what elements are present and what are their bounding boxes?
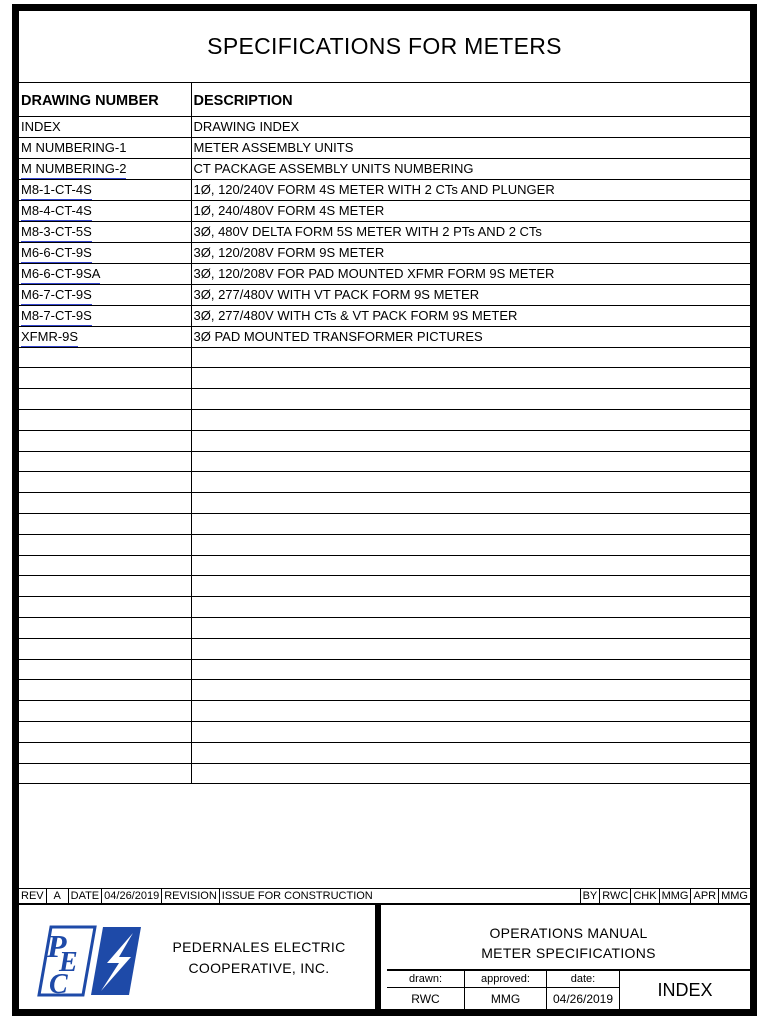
manual-line-2: METER SPECIFICATIONS [481, 945, 656, 961]
empty-cell [19, 617, 191, 638]
drawing-number-cell [19, 242, 191, 263]
apr-value: MMG [718, 889, 750, 903]
header-description: DESCRIPTION [191, 83, 750, 117]
company-line-2: COOPERATIVE, INC. [188, 960, 330, 976]
manual-title [387, 905, 750, 971]
empty-cell [191, 513, 750, 534]
empty-cell [19, 389, 191, 410]
empty-table-row [19, 576, 750, 597]
empty-table-row [19, 472, 750, 493]
empty-cell [191, 659, 750, 680]
empty-table-row [19, 617, 750, 638]
empty-cell [191, 347, 750, 368]
empty-cell [191, 389, 750, 410]
description-cell: 3Ø, 277/480V WITH CTs & VT PACK FORM 9S METER [191, 305, 750, 326]
drawing-number-cell [19, 221, 191, 242]
date-value-tb: 04/26/2019 [552, 992, 614, 1006]
table-row [19, 179, 750, 200]
manual-line-1: OPERATIONS MANUAL [489, 925, 648, 941]
empty-table-row [19, 763, 750, 784]
svg-text:E: E [59, 947, 78, 978]
company-block [19, 905, 381, 1009]
header-drawing-number: DRAWING NUMBER [19, 83, 191, 117]
table-row [19, 284, 750, 305]
empty-cell [191, 555, 750, 576]
table-row [19, 326, 750, 347]
empty-table-row [19, 680, 750, 701]
empty-cell [191, 493, 750, 514]
empty-cell [191, 617, 750, 638]
drawing-number-cell [19, 305, 191, 326]
empty-table-row [19, 451, 750, 472]
table-header-row [19, 83, 750, 117]
chk-value: MMG [659, 889, 691, 903]
title-block [19, 905, 750, 1009]
empty-table-row [19, 742, 750, 763]
empty-cell [191, 451, 750, 472]
drawing-number-link[interactable]: M8-7-CT-9S [21, 307, 92, 326]
description-cell: CT PACKAGE ASSEMBLY UNITS NUMBERING [191, 158, 750, 179]
empty-table-row [19, 555, 750, 576]
empty-cell [19, 430, 191, 451]
drawing-number: INDEX [21, 119, 61, 135]
drawing-number-link[interactable]: M6-7-CT-9S [21, 286, 92, 305]
empty-cell [19, 534, 191, 555]
pec-logo-icon [37, 921, 145, 1001]
date-label-tb: date: [547, 971, 619, 988]
empty-table-row [19, 409, 750, 430]
revision-label: REVISION [162, 889, 220, 903]
empty-cell [191, 430, 750, 451]
empty-table-row [19, 389, 750, 410]
empty-cell [191, 638, 750, 659]
date-label: DATE [69, 889, 103, 903]
description-cell: DRAWING INDEX [191, 117, 750, 138]
empty-table-row [19, 513, 750, 534]
svg-text:P: P [47, 928, 67, 964]
apr-label: APR [690, 889, 718, 903]
drawing-number: M NUMBERING-1 [21, 140, 127, 156]
drawing-number-link[interactable]: M8-1-CT-4S [21, 181, 92, 200]
empty-cell [19, 472, 191, 493]
description-cell: 3Ø, 120/208V FORM 9S METER [191, 242, 750, 263]
description-cell: 3Ø, 277/480V WITH VT PACK FORM 9S METER [191, 284, 750, 305]
empty-cell [19, 638, 191, 659]
chk-label: CHK [630, 889, 658, 903]
drawing-number-cell [19, 158, 191, 179]
empty-cell [19, 597, 191, 618]
empty-cell [19, 659, 191, 680]
drawing-number-cell [19, 179, 191, 200]
drawing-number-cell [19, 117, 191, 138]
by-value: RWC [599, 889, 630, 903]
empty-cell [19, 763, 191, 784]
empty-table-row [19, 597, 750, 618]
empty-table-row [19, 368, 750, 389]
drawing-number-link[interactable]: M8-4-CT-4S [21, 202, 92, 221]
drawing-number-link[interactable]: M8-3-CT-5S [21, 223, 92, 242]
table-row [19, 221, 750, 242]
rev-value: A [47, 889, 69, 903]
drawing-number-link[interactable]: M NUMBERING-2 [21, 160, 126, 179]
table-row [19, 263, 750, 284]
description-cell: 3Ø, 480V DELTA FORM 5S METER WITH 2 PTs AND 2 CTs [191, 221, 750, 242]
drawing-number-cell [19, 326, 191, 347]
by-label: BY [580, 889, 600, 903]
table-row [19, 117, 750, 138]
empty-cell [191, 701, 750, 722]
drawing-number-link[interactable]: M6-6-CT-9SA [21, 265, 100, 284]
drawing-index-table [19, 83, 750, 784]
empty-table-row [19, 638, 750, 659]
date-value: 04/26/2019 [102, 889, 162, 903]
empty-cell [19, 701, 191, 722]
date-cell [547, 971, 620, 1009]
empty-cell [19, 347, 191, 368]
revision-value: ISSUE FOR CONSTRUCTION [221, 890, 373, 902]
empty-table-row [19, 430, 750, 451]
description-cell: METER ASSEMBLY UNITS [191, 137, 750, 158]
company-name [159, 937, 359, 979]
empty-table-row [19, 721, 750, 742]
empty-cell [19, 721, 191, 742]
empty-cell [191, 742, 750, 763]
drawing-number-link[interactable]: M6-6-CT-9S [21, 244, 92, 263]
approved-label: approved: [465, 971, 546, 988]
table-row [19, 137, 750, 158]
empty-cell [191, 763, 750, 784]
description-cell: 1Ø, 120/240V FORM 4S METER WITH 2 CTs AND PLUNGER [191, 179, 750, 200]
table-row [19, 200, 750, 221]
empty-cell [19, 368, 191, 389]
table-row [19, 305, 750, 326]
rev-label: REV [19, 889, 47, 903]
approved-cell [465, 971, 547, 1009]
description-cell: 3Ø, 120/208V FOR PAD MOUNTED XFMR FORM 9S METER [191, 263, 750, 284]
empty-cell [19, 555, 191, 576]
table-row [19, 158, 750, 179]
table-row [19, 242, 750, 263]
empty-cell [191, 368, 750, 389]
empty-cell [19, 513, 191, 534]
drawn-label: drawn: [387, 971, 464, 988]
document-info-block [387, 905, 750, 1009]
page-title: SPECIFICATIONS FOR METERS [19, 11, 750, 83]
empty-cell [19, 576, 191, 597]
description-cell: 3Ø PAD MOUNTED TRANSFORMER PICTURES [191, 326, 750, 347]
empty-cell [19, 742, 191, 763]
drawn-value: RWC [411, 992, 440, 1006]
empty-cell [191, 721, 750, 742]
revision-bar [19, 888, 750, 905]
empty-cell [191, 597, 750, 618]
empty-cell [191, 576, 750, 597]
drawing-number-cell [19, 137, 191, 158]
empty-cell [19, 409, 191, 430]
empty-table-row [19, 534, 750, 555]
empty-cell [191, 409, 750, 430]
empty-table-row [19, 347, 750, 368]
empty-table-row [19, 659, 750, 680]
approved-value: MMG [490, 992, 521, 1006]
empty-cell [19, 493, 191, 514]
drawing-sheet [12, 4, 757, 1016]
drawing-number-cell [19, 200, 191, 221]
empty-cell [191, 680, 750, 701]
empty-cell [19, 680, 191, 701]
drawn-cell [387, 971, 465, 1009]
drawing-name: INDEX [657, 979, 713, 1000]
description-cell: 1Ø, 240/480V FORM 4S METER [191, 200, 750, 221]
drawing-number-cell [19, 263, 191, 284]
empty-table-row [19, 493, 750, 514]
drawing-number-link[interactable]: XFMR-9S [21, 328, 78, 347]
company-line-1: PEDERNALES ELECTRIC [172, 939, 346, 955]
empty-cell [191, 472, 750, 493]
empty-cell [191, 534, 750, 555]
empty-table-row [19, 701, 750, 722]
empty-cell [19, 451, 191, 472]
drawing-number-cell [19, 284, 191, 305]
svg-text:C: C [49, 969, 68, 1000]
